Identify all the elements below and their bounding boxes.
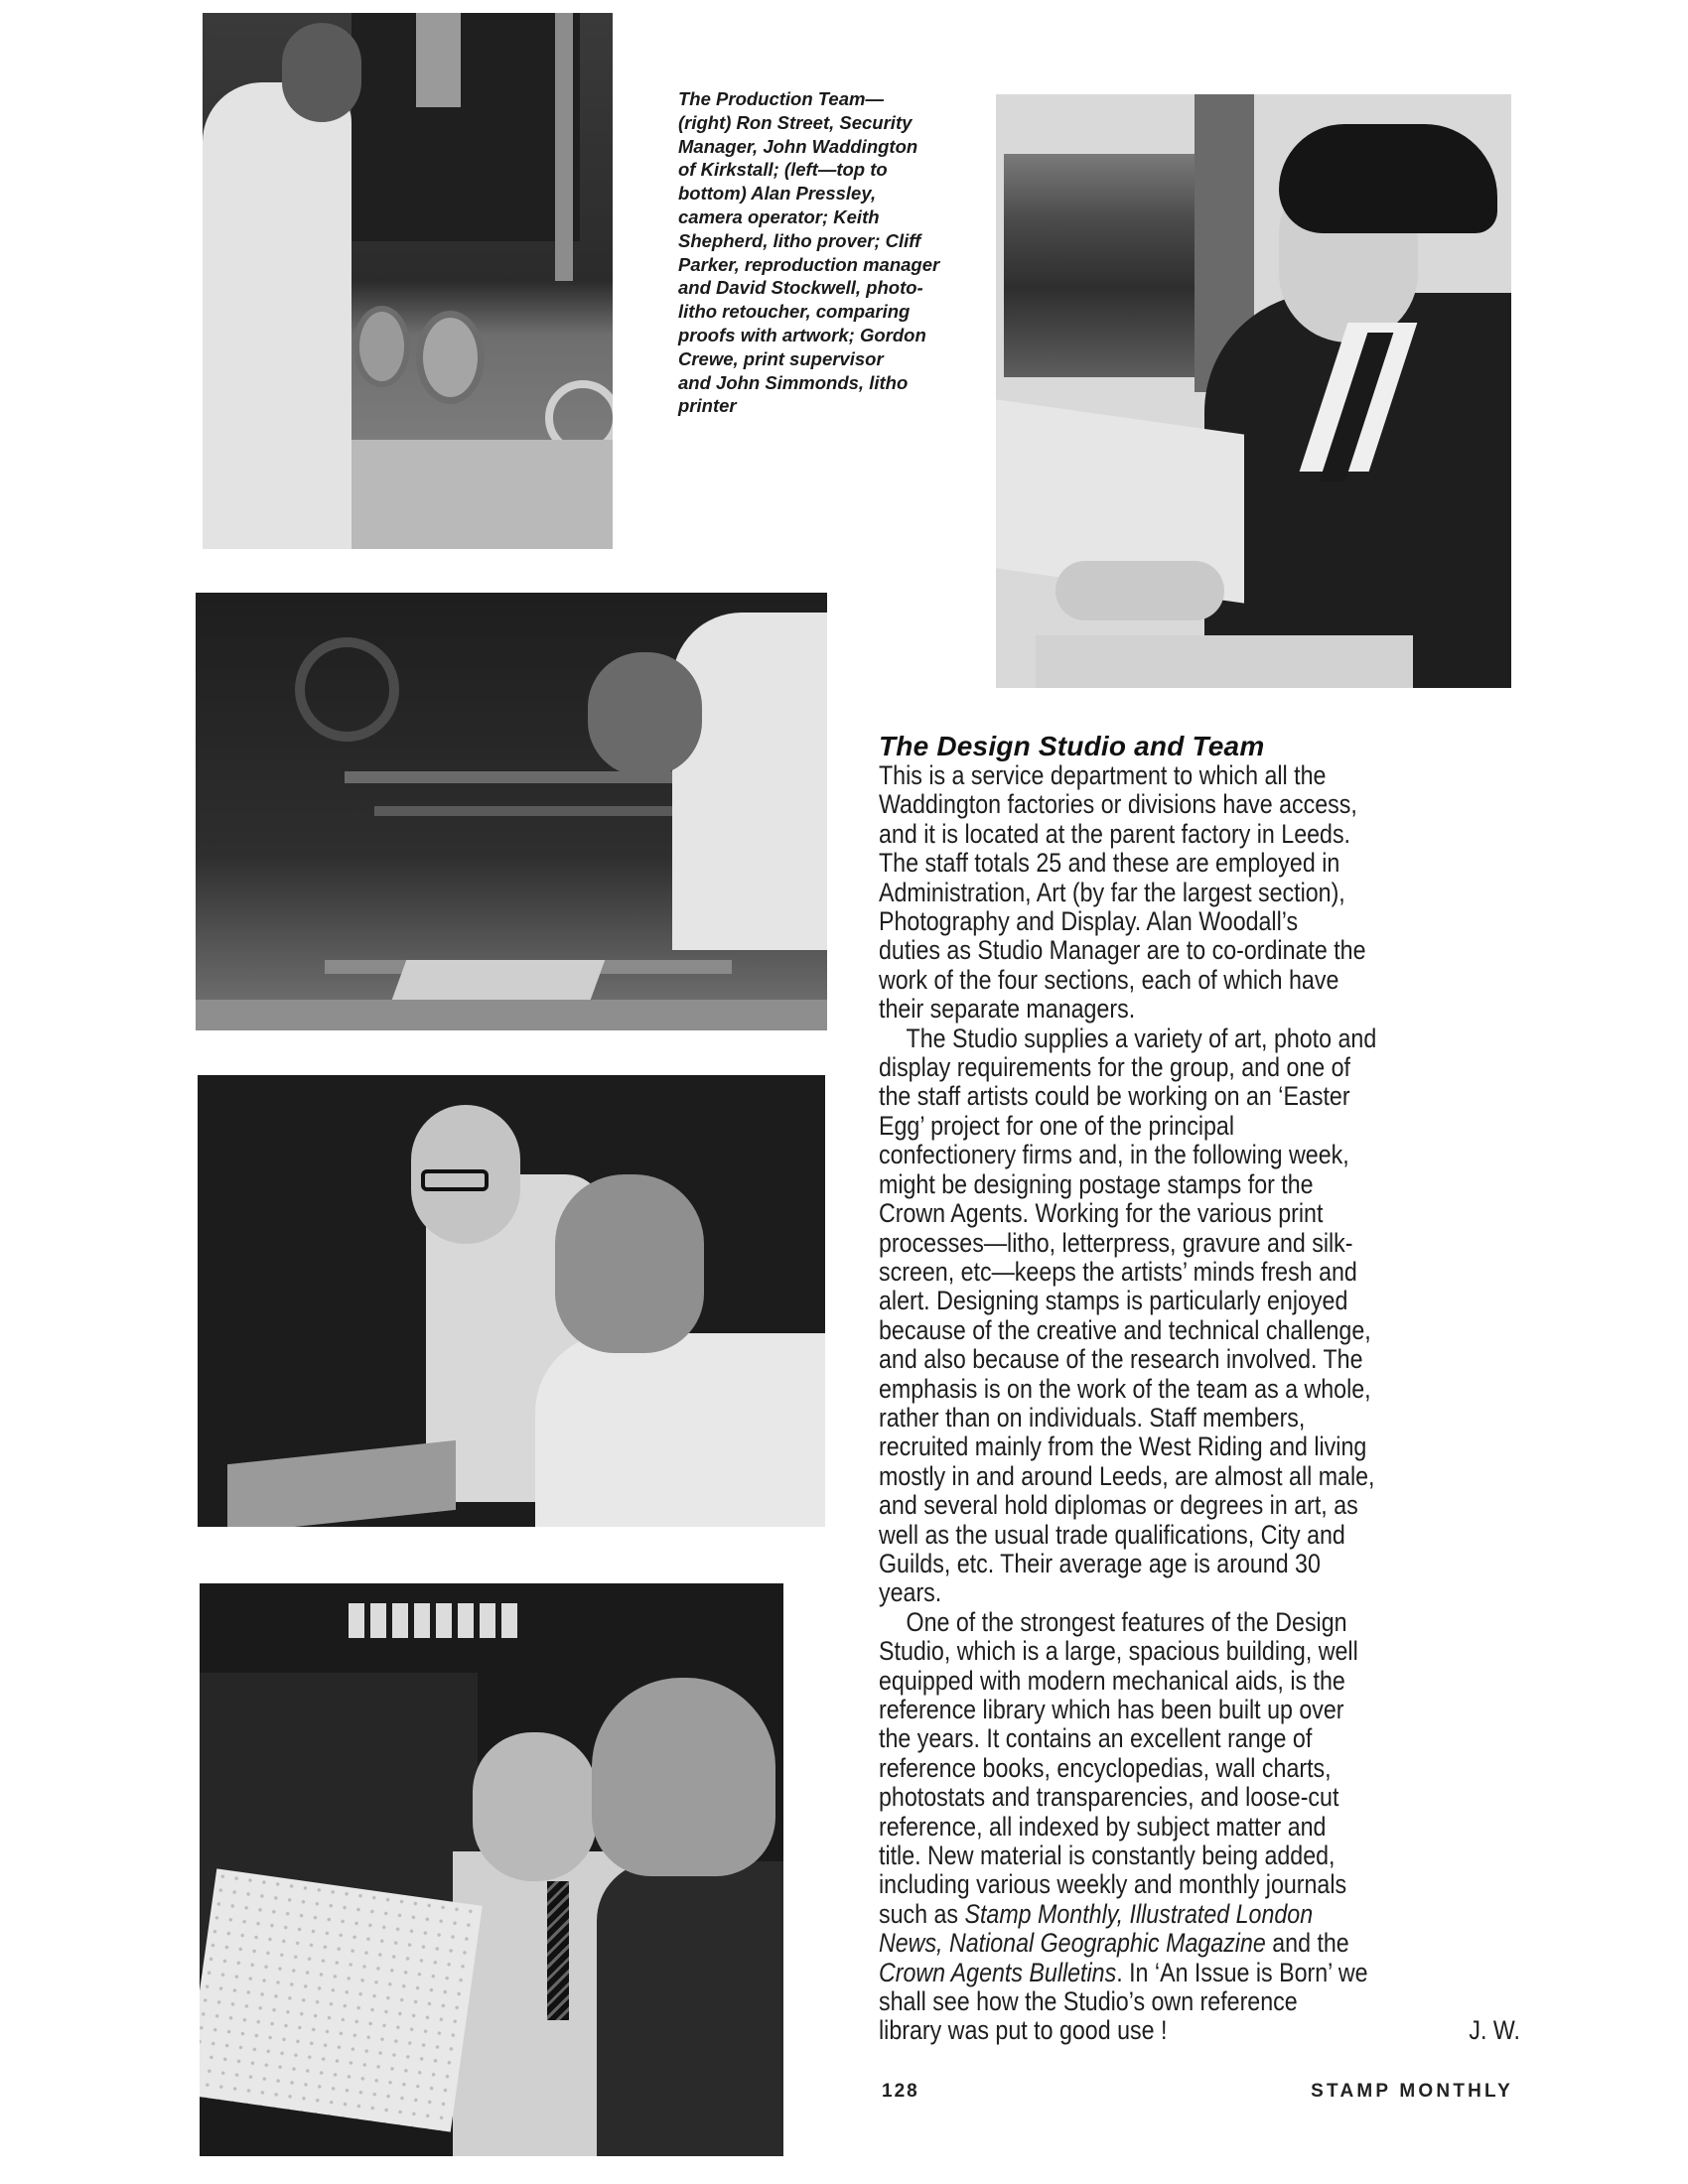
body-line: mostly in and around Leeds, are almost all male, xyxy=(879,1460,1375,1491)
photo-security-manager xyxy=(996,94,1511,688)
mirror-plate xyxy=(416,13,461,107)
body-line: duties as Studio Manager are to co-ordinate the xyxy=(879,935,1366,966)
body-line: library was put to good use ! xyxy=(879,2015,1168,2046)
body-line: shall see how the Studio’s own reference xyxy=(879,1986,1298,2017)
magazine-title: STAMP MONTHLY xyxy=(1311,2081,1513,2102)
printer-jacket xyxy=(597,1861,783,2156)
caption-line: (right) Ron Street, Security xyxy=(678,111,913,133)
hand xyxy=(1055,561,1224,620)
closing-line-row xyxy=(879,2016,1534,2045)
body-line: the years. It contains an excellent range of xyxy=(879,1723,1313,1754)
body-line: screen, etc—keeps the artists’ minds fresh and xyxy=(879,1256,1357,1287)
article xyxy=(879,732,1534,2046)
body-line: processes—litho, letterpress, gravure and silk- xyxy=(879,1227,1353,1258)
photo-comparing-proofs xyxy=(198,1075,825,1527)
body-text-run: and the xyxy=(1265,1928,1349,1959)
body-line: Guilds, etc. Their average age is around 30 xyxy=(879,1548,1321,1578)
body-line: because of the creative and technical challenge, xyxy=(879,1314,1371,1345)
caption-line: camera operator; Keith xyxy=(678,205,880,227)
younger-man-head xyxy=(555,1174,704,1353)
article-body xyxy=(879,761,1534,2046)
caption-line: litho retoucher, comparing xyxy=(678,301,911,323)
photo-examining-sheet xyxy=(200,1583,783,2156)
body-line: their separate managers. xyxy=(879,994,1136,1024)
body-line: rather than on individuals. Staff members, xyxy=(879,1402,1306,1433)
page-number: 128 xyxy=(882,2081,919,2102)
body-line: Studio, which is a large, spacious building, well xyxy=(879,1636,1358,1667)
factory-windows xyxy=(349,1603,517,1638)
photo-caption xyxy=(678,87,976,418)
caption-line: The Production Team— xyxy=(678,88,884,109)
body-line: might be designing postage stamps for the xyxy=(879,1168,1314,1199)
caption-line: and David Stockwell, photo- xyxy=(678,277,923,299)
striped-tie xyxy=(547,1881,569,2020)
control-wheel-left xyxy=(353,306,410,387)
body-line: The Studio supplies a variety of art, photo and xyxy=(906,1023,1377,1053)
caption-line: of Kirkstall; (left—top to xyxy=(678,159,888,181)
caption-line: and John Simmonds, litho xyxy=(678,371,909,393)
body-line: reference, all indexed by subject matter and xyxy=(879,1811,1327,1842)
body-line: and it is located at the parent factory in Leeds. xyxy=(879,818,1351,849)
body-line: Photography and Display. Alan Woodall’s xyxy=(879,906,1299,937)
body-line: confectionery firms and, in the following week, xyxy=(879,1140,1349,1170)
body-line xyxy=(879,1959,1528,1987)
press-roller-1 xyxy=(345,771,672,783)
caption-line: Manager, John Waddington xyxy=(678,135,918,157)
article-heading: The Design Studio and Team xyxy=(879,731,1265,761)
operator-white-coat xyxy=(203,82,352,549)
press-flywheel xyxy=(295,637,399,742)
caption-line: bottom) Alan Pressley, xyxy=(678,183,877,205)
body-line: Crown Agents. Working for the various print xyxy=(879,1198,1324,1229)
body-line: This is a service department to which all the xyxy=(879,760,1327,790)
body-line: One of the strongest features of the Design xyxy=(906,1606,1347,1637)
supervisor-head xyxy=(473,1732,597,1881)
printer-white-coat xyxy=(672,613,827,950)
printer-head xyxy=(588,652,702,776)
body-line xyxy=(879,1900,1528,1929)
body-line: the staff artists could be working on an ‘Easter xyxy=(879,1081,1350,1112)
desk-papers xyxy=(1036,635,1413,688)
body-line: alert. Designing stamps is particularly enjoyed xyxy=(879,1286,1348,1316)
body-line: title. New material is constantly being added, xyxy=(879,1841,1336,1871)
operator-head xyxy=(282,23,361,122)
body-line: work of the four sections, each of which have xyxy=(879,964,1339,995)
press-bed xyxy=(196,1000,827,1030)
body-line: including various weekly and monthly journals xyxy=(879,1869,1347,1900)
control-desk xyxy=(352,440,613,549)
journal-title: News, National Geographic Magazine xyxy=(879,1928,1266,1959)
stamp-sheet xyxy=(200,1868,483,2131)
caption-line: proofs with artwork; Gordon xyxy=(678,324,926,345)
body-line: Egg’ project for one of the principal xyxy=(879,1110,1234,1141)
glasses xyxy=(421,1169,489,1191)
body-line: and also because of the research involved. The xyxy=(879,1344,1363,1375)
body-line: years. xyxy=(879,1577,942,1608)
body-line: well as the usual trade qualifications, City and xyxy=(879,1519,1345,1550)
body-line: Administration, Art (by far the largest section), xyxy=(879,877,1345,907)
body-line: and several hold diplomas or degrees in art, as xyxy=(879,1490,1358,1521)
body-line: equipped with modern mechanical aids, is the xyxy=(879,1665,1345,1696)
camera-window-panel xyxy=(352,13,580,241)
author-initials: J. W. xyxy=(1469,2015,1520,2046)
journal-title: Crown Agents Bulletins xyxy=(879,1957,1117,1987)
caption-line: Shepherd, litho prover; Cliff xyxy=(678,229,921,251)
photo-camera-operator xyxy=(203,13,613,549)
journal-title: Stamp Monthly, Illustrated London xyxy=(964,1898,1314,1929)
camera-frame-pillar xyxy=(555,13,573,281)
page-footer xyxy=(882,2081,1513,2111)
body-line: The staff totals 25 and these are employed in xyxy=(879,848,1340,879)
caption-line: Crewe, print supervisor xyxy=(678,347,884,369)
caption-line: Parker, reproduction manager xyxy=(678,253,940,275)
body-text-run: such as xyxy=(879,1898,965,1929)
caption-line: printer xyxy=(678,395,737,417)
body-line: emphasis is on the work of the team as a whole, xyxy=(879,1373,1371,1404)
man-hair xyxy=(1279,124,1497,233)
control-wheel-right xyxy=(416,311,485,404)
body-line: recruited mainly from the West Riding and living xyxy=(879,1432,1367,1462)
body-line: reference library which has been built up over xyxy=(879,1695,1344,1724)
proof-sheet xyxy=(392,960,606,1000)
proofs-on-table xyxy=(227,1440,456,1527)
printer-head-2 xyxy=(592,1678,775,1876)
body-line: photostats and transparencies, and loose-cut xyxy=(879,1782,1339,1813)
younger-man-coat xyxy=(535,1333,825,1527)
photo-litho-prover xyxy=(196,593,827,1030)
body-line: display requirements for the group, and one of xyxy=(879,1052,1351,1083)
body-line: reference books, encyclopedias, wall charts, xyxy=(879,1752,1332,1783)
window-view xyxy=(1004,154,1202,377)
body-line: Waddington factories or divisions have access, xyxy=(879,789,1357,820)
body-line xyxy=(879,1929,1528,1958)
body-text-run: . In ‘An Issue is Born’ we xyxy=(1116,1957,1368,1987)
press-roller-2 xyxy=(374,806,692,816)
